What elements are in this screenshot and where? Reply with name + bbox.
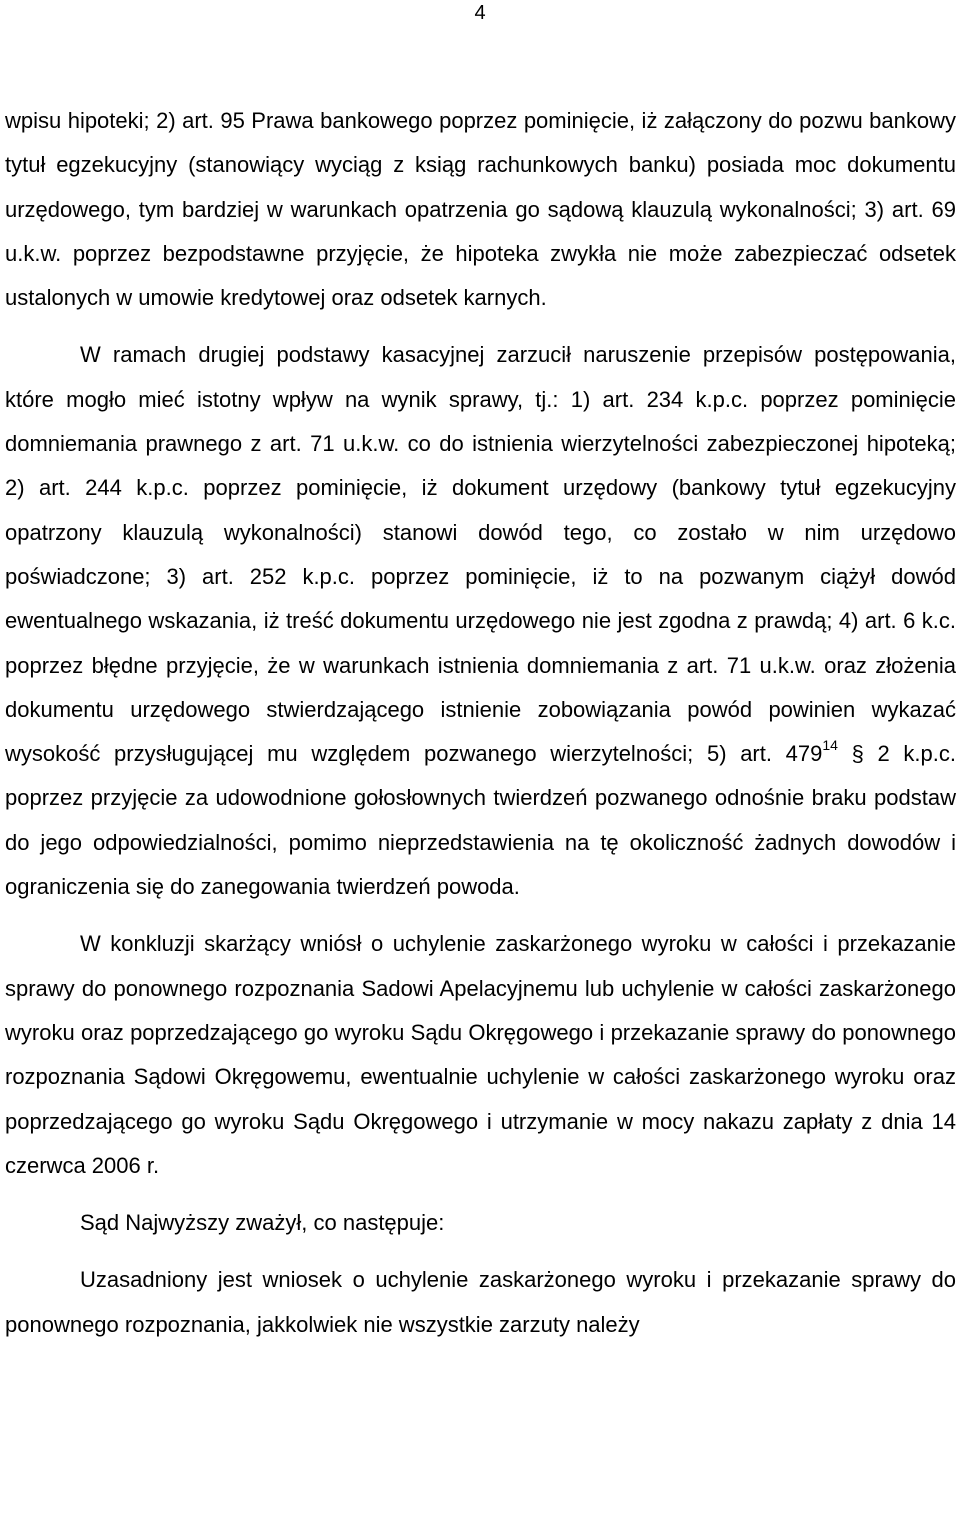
page-number: 4 [474, 2, 486, 24]
paragraph-text: Uzasadniony jest wniosek o uchylenie zaskarżonego wyroku i przekazanie sprawy do ponownego rozpoznania, jakkolwiek nie wszystkie zarzuty należy [5, 1267, 956, 1337]
superscript: 14 [822, 737, 838, 754]
document-body [5, 99, 956, 1347]
paragraph-procedural-grounds [5, 333, 956, 909]
section-heading: Sąd Najwyższy zważył, co następuje: [80, 1210, 445, 1236]
paragraph-text: wpisu hipoteki; 2) art. 95 Prawa bankowego poprzez pominięcie, iż załączony do pozwu bankowy tytuł egzekucyjny (stanowiący wyciąg z ksiąg rachunkowych banku) posiada moc dokumentu urzędowego, tym bardziej w warunkach opatrzenia go sądową klauzulą wykonalności; 3) art. 69 u.k.w. poprzez bezpodstawne przyjęcie, że hipoteka zwykła nie może zabezpieczać odsetek ustalonych w umowie kredytowej oraz odsetek karnych. [5, 108, 956, 311]
paragraph-cassation-grounds-continued [5, 99, 956, 320]
paragraph-text: W ramach drugiej podstawy kasacyjnej zarzucił naruszenie przepisów postępowania, które mogło mieć istotny wpływ na wynik sprawy, tj.: 1) art. 234 k.p.c. poprzez pominięcie domniemania prawnego z art. 71 u.k.w. co do istnienia wierzytelności zabezpieczonej hipoteką; 2) art. 244 k.p.c. poprzez pominięcie, iż dokument urzędowy (bankowy tytuł egzekucyjny opatrzony klauzulą wykonalności) stanowi dowód tego, co zostało w nim urzędowo poświadczone; 3) art. 252 k.p.c. poprzez pominięcie, iż to na pozwanym ciążył dowód ewentualnego wskazania, iż treść dokumentu urzędowego nie jest zgodna z prawdą; 4) art. 6 k.c. poprzez błędne przyjęcie, że w warunkach istnienia domniemania z art. 71 u.k.w. oraz złożenia dokumentu urzędowego stwierdzającego istnienie zobowiązania powód powinien wykazać wysokość przysługującej mu względem pozwanego wierzytelności; 5) art. 479 [5, 342, 956, 767]
paragraph-text-continued: § 2 k.p.c. poprzez przyjęcie za udowodnione gołosłownych twierdzeń pozwanego odnośnie braku podstaw do jego odpowiedzialności, pomimo nieprzedstawienia na tę okoliczność żadnych dowodów i ograniczenia się do zanegowania twierdzeń powoda. [5, 741, 956, 900]
paragraph-conclusion [5, 922, 956, 1188]
paragraph-text: W konkluzji skarżący wniósł o uchylenie zaskarżonego wyroku w całości i przekazanie sprawy do ponownego rozpoznania Sadowi Apelacyjnemu lub uchylenie w całości zaskarżonego wyroku oraz poprzedzającego go wyroku Sądu Okręgowego i przekazanie sprawy do ponownego rozpoznania Sądowi Okręgowemu, ewentualnie uchylenie w całości zaskarżonego wyroku oraz poprzedzającego go wyroku Sądu Okręgowego i utrzymanie w mocy nakazu zapłaty z dnia 14 czerwca 2006 r. [5, 931, 956, 1178]
paragraph-reasoning [5, 1258, 956, 1347]
